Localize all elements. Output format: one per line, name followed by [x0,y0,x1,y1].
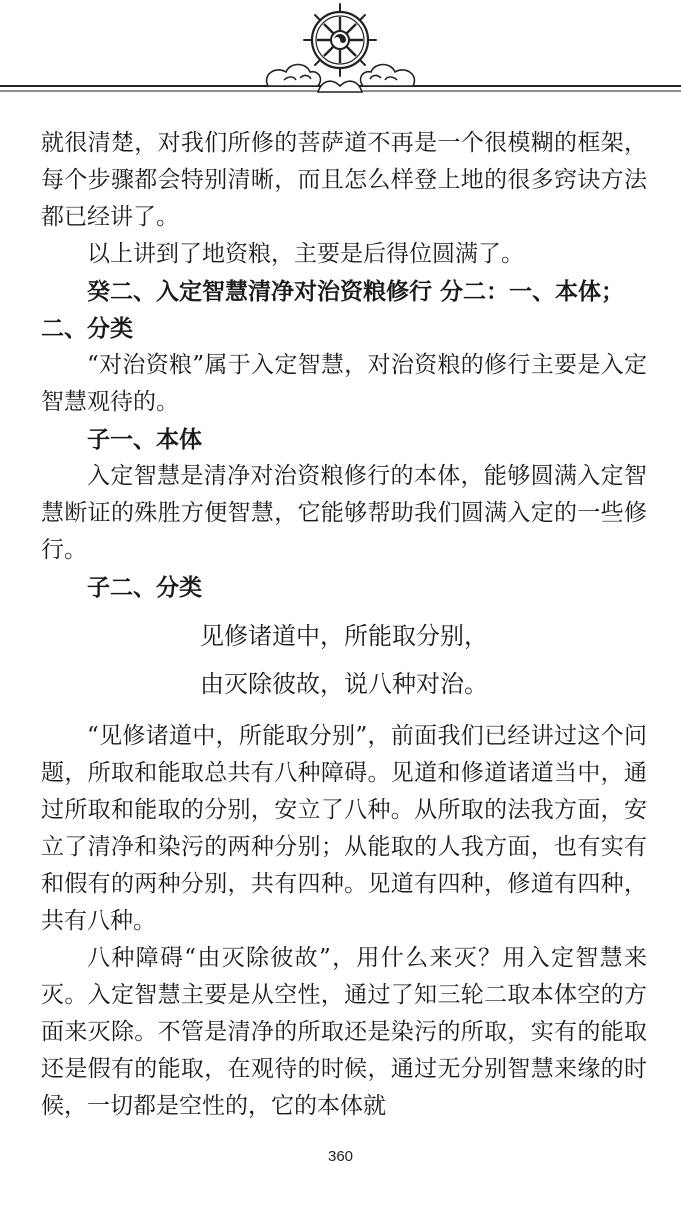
paragraph: “对治资粮”属于入定智慧，对治资粮的修行主要是入定智慧观待的。 [41,352,647,415]
cloud-ornament-icon [267,65,321,87]
paragraph-continued: 就很清楚，对我们所修的菩萨道不再是一个很模糊的框架，每个步骤都会特别清晰，而且怎么样登上地的很多窍诀方法都已经讲了。 [41,130,647,230]
subsection-heading-fenlei: 子二、分类 [87,574,202,601]
paragraph: 以上讲到了地资粮，主要是后得位圆满了。 [87,241,524,267]
subsection-heading-benti: 子一、本体 [87,426,202,453]
paragraph: 八种障碍“由灭除彼故”，用什么来灭？用入定智慧来灭。入定智慧主要是从空性，通过了知三轮二取本体空的方面来灭除。不管是清净的所取还是染污的所取，实有的能取还是假有的能取，在观待的时候，通过无分别智慧来缘的时候，一切都是空性的，它的本体就 [41,945,647,1119]
page-header [0,0,681,110]
page-number: 360 [327,1148,354,1165]
header-ornament [0,0,681,110]
page-body [41,125,647,1125]
paragraph: “见修诸道中，所能取分别”，前面我们已经讲过这个问题，所取和能取总共有八种障碍。见道和修道诸道当中，通过所取和能取的分别，安立了八种。从所取的法我方面，安立了清净和染污的两种分别；从能取的人我方面，也有实有和假有的两种分别，共有四种。见道有四种，修道有四种，共有八种。 [41,723,647,934]
section-heading-gui-er: 癸二、入定智慧清净对治资粮修行 分二：一、本体；二、分类 [41,278,625,342]
verse-line: 由灭除彼故，说八种对治。 [200,670,488,698]
verse-line: 见修诸道中，所能取分别， [200,622,488,650]
paragraph: 入定智慧是清净对治资粮修行的本体，能够圆满入定智慧断证的殊胜方便智慧，它能够帮助我们圆满入定的一些修行。 [41,463,647,563]
verse-block [41,612,647,708]
cloud-ornament-icon [361,65,415,87]
